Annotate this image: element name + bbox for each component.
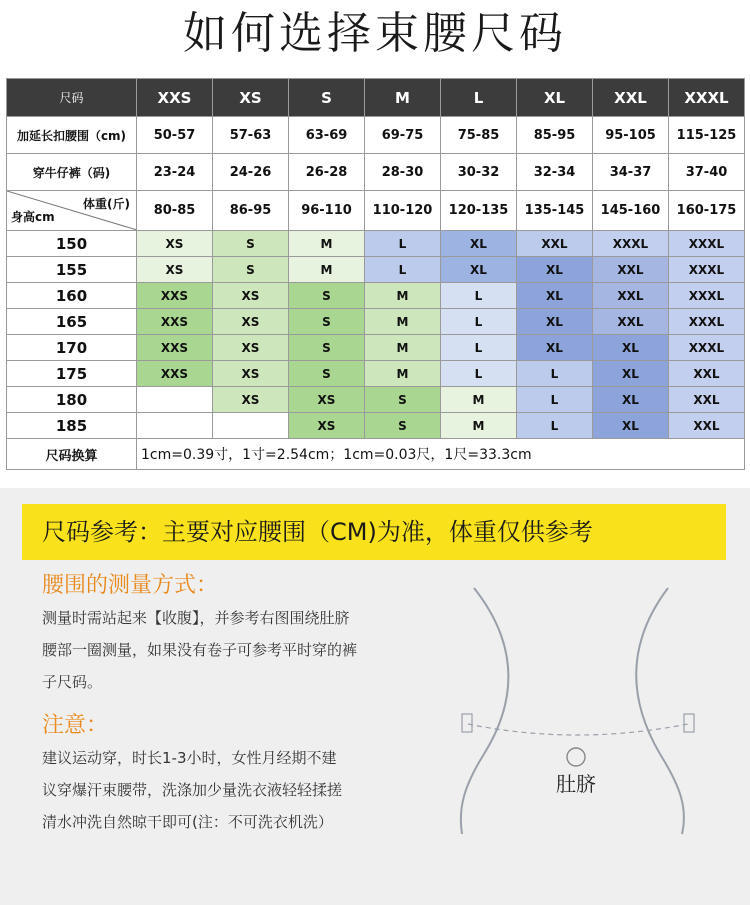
size-cell-7: XXL [669,361,745,387]
jeans-row-label: 穿牛仔裤（码) [7,154,137,191]
waist-cell-6: 95-105 [593,117,669,154]
size-cell-6: XL [593,361,669,387]
height-label: 身高cm [11,210,55,224]
size-cell-3: M [365,335,441,361]
jeans-cell-7: 37-40 [669,154,745,191]
height-label: 155 [7,257,137,283]
size-chart-table [6,78,745,470]
height-row [7,257,745,283]
size-cell-3: M [365,309,441,335]
height-row [7,335,745,361]
size-cell-7: XXL [669,387,745,413]
size-cell-7: XXL [669,413,745,439]
size-cell-3: S [365,413,441,439]
jeans-cell-4: 30-32 [441,154,517,191]
size-cell-7: XXXL [669,335,745,361]
size-cell-3: L [365,231,441,257]
jeans-cell-1: 24-26 [213,154,289,191]
height-label: 150 [7,231,137,257]
conversion-row [7,439,745,470]
height-label: 180 [7,387,137,413]
size-cell-2: M [289,231,365,257]
size-cell-2: M [289,257,365,283]
size-header-corner: 尺码 [7,79,137,117]
size-cell-2: S [289,361,365,387]
weight-cell-0: 80-85 [137,191,213,231]
size-cell-0 [137,413,213,439]
size-cell-2: S [289,283,365,309]
size-cell-3: M [365,283,441,309]
size-cell-0: XS [137,257,213,283]
size-cell-7: XXXL [669,257,745,283]
height-row [7,387,745,413]
navel-label: 肚脐 [556,772,596,796]
size-header-row [7,79,745,117]
banner-text: 尺码参考：主要对应腰围（CM)为准，体重仅供参考 [42,518,593,546]
waist-row [7,117,745,154]
conversion-value: 1cm=0.39寸，1寸=2.54cm；1cm=0.03尺，1尺=33.3cm [137,439,745,470]
size-cell-4: L [441,361,517,387]
waist-cell-2: 63-69 [289,117,365,154]
size-header-0: XXS [137,79,213,117]
waist-cell-0: 50-57 [137,117,213,154]
tape-left-end [462,714,472,732]
size-cell-1: S [213,257,289,283]
size-cell-5: L [517,413,593,439]
size-cell-6: XL [593,387,669,413]
waist-right-contour [636,588,684,834]
size-cell-1 [213,413,289,439]
size-cell-4: M [441,413,517,439]
size-cell-1: S [213,231,289,257]
size-header-3: M [365,79,441,117]
size-cell-0: XXS [137,335,213,361]
size-cell-6: XXXL [593,231,669,257]
size-cell-7: XXXL [669,283,745,309]
size-cell-1: XS [213,309,289,335]
size-header-1: XS [213,79,289,117]
size-header-2: S [289,79,365,117]
size-cell-0: XS [137,231,213,257]
size-cell-6: XL [593,413,669,439]
size-cell-0: XXS [137,283,213,309]
weight-cell-6: 145-160 [593,191,669,231]
size-cell-2: S [289,335,365,361]
size-cell-5: XL [517,335,593,361]
size-header-6: XXL [593,79,669,117]
jeans-cell-0: 23-24 [137,154,213,191]
size-cell-5: XL [517,309,593,335]
weight-cell-7: 160-175 [669,191,745,231]
size-cell-6: XXL [593,283,669,309]
size-cell-1: XS [213,283,289,309]
weight-cell-3: 110-120 [365,191,441,231]
weight-row [7,191,745,231]
waist-left-contour [461,588,509,834]
size-cell-6: XL [593,335,669,361]
size-cell-4: L [441,283,517,309]
weight-cell-2: 96-110 [289,191,365,231]
size-cell-3: M [365,361,441,387]
waist-cell-1: 57-63 [213,117,289,154]
size-cell-7: XXXL [669,309,745,335]
size-cell-7: XXXL [669,231,745,257]
height-row [7,231,745,257]
size-cell-0: XXS [137,309,213,335]
conversion-label: 尺码换算 [7,439,137,470]
jeans-cell-6: 34-37 [593,154,669,191]
navel-marker [567,748,585,766]
weight-cell-5: 135-145 [517,191,593,231]
height-label: 165 [7,309,137,335]
weight-cell-4: 120-135 [441,191,517,231]
size-cell-1: XS [213,361,289,387]
height-label: 170 [7,335,137,361]
height-row [7,283,745,309]
size-cell-3: S [365,387,441,413]
weight-cell-1: 86-95 [213,191,289,231]
waist-cell-3: 69-75 [365,117,441,154]
size-cell-0: XXS [137,361,213,387]
jeans-cell-3: 28-30 [365,154,441,191]
size-cell-1: XS [213,335,289,361]
size-header-5: XL [517,79,593,117]
waist-measure-illustration [456,586,706,836]
height-label: 160 [7,283,137,309]
height-label: 185 [7,413,137,439]
jeans-cell-5: 32-34 [517,154,593,191]
note-text: 建议运动穿，时长1-3小时，女性月经期不建 议穿爆汗束腰带，洗涤加少量洗衣液轻轻揉搓 清水冲洗自然晾干即可(注：不可洗衣机洗） [42,749,343,831]
size-cell-5: XXL [517,231,593,257]
waist-cell-5: 85-95 [517,117,593,154]
guide-panel [0,488,750,905]
size-cell-4: XL [441,257,517,283]
height-label: 175 [7,361,137,387]
size-cell-2: XS [289,413,365,439]
page-title: 如何选择束腰尺码 [183,8,567,59]
measure-text: 测量时需站起来【收腹】，并参考右图围绕肚脐 腰部一圈测量，如果没有卷子可参考平时穿的裤 子尺码。 [42,609,358,691]
waist-row-label: 加延长扣腰围（cm) [7,117,137,154]
size-cell-2: XS [289,387,365,413]
size-cell-1: XS [213,387,289,413]
size-cell-5: L [517,361,593,387]
size-cell-4: M [441,387,517,413]
size-cell-4: XL [441,231,517,257]
height-row [7,413,745,439]
jeans-cell-2: 26-28 [289,154,365,191]
waist-cell-4: 75-85 [441,117,517,154]
size-cell-5: XL [517,257,593,283]
waist-tape-line [468,724,688,735]
tape-right-end [684,714,694,732]
note-heading: 注意： [42,713,109,738]
measure-heading: 腰围的测量方式： [42,573,219,598]
size-cell-6: XXL [593,309,669,335]
size-cell-5: XL [517,283,593,309]
size-cell-0 [137,387,213,413]
size-cell-3: L [365,257,441,283]
height-row [7,361,745,387]
size-cell-6: XXL [593,257,669,283]
size-cell-4: L [441,309,517,335]
size-header-7: XXXL [669,79,745,117]
jeans-row [7,154,745,191]
size-header-4: L [441,79,517,117]
waist-cell-7: 115-125 [669,117,745,154]
size-cell-2: S [289,309,365,335]
size-cell-5: L [517,387,593,413]
weight-height-diagonal-cell [7,191,137,231]
height-row [7,309,745,335]
weight-label: 体重(斤) [83,197,130,211]
size-cell-4: L [441,335,517,361]
